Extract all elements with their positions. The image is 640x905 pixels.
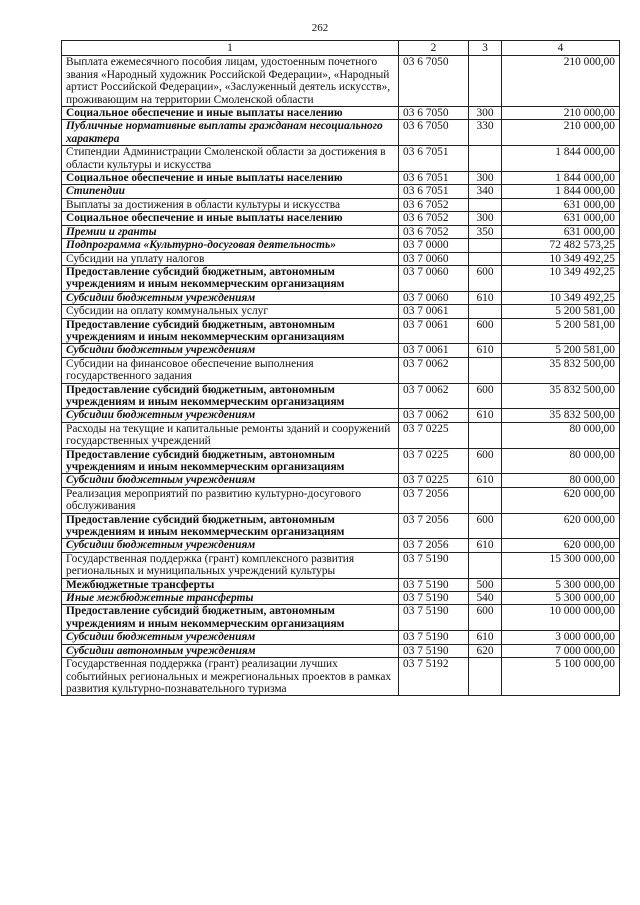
table-row bbox=[62, 318, 620, 344]
row-code-cell: 03 7 5190 bbox=[399, 552, 469, 578]
row-name-cell: Расходы на текущие и капитальные ремонты зданий и сооружений государственных учреждений bbox=[62, 422, 399, 448]
row-code-cell: 03 7 5190 bbox=[399, 631, 469, 644]
row-sum-cell: 631 000,00 bbox=[502, 198, 620, 211]
row-sum-cell: 5 300 000,00 bbox=[502, 592, 620, 605]
row-code-cell: 03 6 7052 bbox=[399, 212, 469, 225]
table-row bbox=[62, 383, 620, 409]
row-expense-type-cell: 600 bbox=[469, 605, 502, 631]
row-sum-cell: 210 000,00 bbox=[502, 56, 620, 107]
row-code-cell: 03 6 7050 bbox=[399, 107, 469, 120]
row-sum-cell: 5 200 581,00 bbox=[502, 305, 620, 318]
table-row bbox=[62, 344, 620, 357]
row-expense-type-cell bbox=[469, 658, 502, 696]
table-row bbox=[62, 212, 620, 225]
row-code-cell: 03 7 5190 bbox=[399, 578, 469, 591]
row-code-cell: 03 6 7050 bbox=[399, 120, 469, 146]
row-code-cell: 03 6 7051 bbox=[399, 172, 469, 185]
row-sum-cell: 210 000,00 bbox=[502, 107, 620, 120]
row-name-cell: Премии и гранты bbox=[62, 225, 399, 238]
row-name-cell: Субсидии бюджетным учреждениям bbox=[62, 631, 399, 644]
row-name-cell: Субсидии бюджетным учреждениям bbox=[62, 539, 399, 552]
row-code-cell: 03 7 5190 bbox=[399, 592, 469, 605]
table-row bbox=[62, 185, 620, 198]
row-expense-type-cell: 610 bbox=[469, 344, 502, 357]
table-row bbox=[62, 474, 620, 487]
table-row bbox=[62, 120, 620, 146]
row-expense-type-cell bbox=[469, 146, 502, 172]
row-sum-cell: 10 000 000,00 bbox=[502, 605, 620, 631]
row-expense-type-cell: 300 bbox=[469, 172, 502, 185]
row-expense-type-cell: 610 bbox=[469, 474, 502, 487]
row-name-cell: Реализация мероприятий по развитию культурно-досугового обслуживания bbox=[62, 487, 399, 513]
table-row bbox=[62, 56, 620, 107]
row-sum-cell: 3 000 000,00 bbox=[502, 631, 620, 644]
row-name-cell: Предоставление субсидий бюджетным, автономным учреждениям и иным некоммерческим организациям bbox=[62, 448, 399, 474]
row-expense-type-cell: 600 bbox=[469, 318, 502, 344]
table-row bbox=[62, 513, 620, 539]
row-name-cell: Стипендии bbox=[62, 185, 399, 198]
row-name-cell: Государственная поддержка (грант) комплексного развития региональных и муниципальных учреждений культуры bbox=[62, 552, 399, 578]
row-expense-type-cell: 600 bbox=[469, 265, 502, 291]
row-code-cell: 03 6 7051 bbox=[399, 185, 469, 198]
table-row bbox=[62, 107, 620, 120]
row-name-cell: Субсидии на уплату налогов bbox=[62, 252, 399, 265]
row-code-cell: 03 7 0225 bbox=[399, 448, 469, 474]
row-sum-cell: 35 832 500,00 bbox=[502, 383, 620, 409]
row-name-cell: Публичные нормативные выплаты гражданам несоциального характера bbox=[62, 120, 399, 146]
row-code-cell: 03 6 7052 bbox=[399, 225, 469, 238]
row-name-cell: Предоставление субсидий бюджетным, автономным учреждениям и иным некоммерческим организациям bbox=[62, 383, 399, 409]
row-sum-cell: 1 844 000,00 bbox=[502, 172, 620, 185]
table-row bbox=[62, 422, 620, 448]
row-expense-type-cell: 330 bbox=[469, 120, 502, 146]
row-sum-cell: 5 200 581,00 bbox=[502, 344, 620, 357]
row-expense-type-cell: 610 bbox=[469, 409, 502, 422]
row-name-cell: Предоставление субсидий бюджетным, автономным учреждениям и иным некоммерческим организациям bbox=[62, 605, 399, 631]
row-name-cell: Социальное обеспечение и иные выплаты населению bbox=[62, 212, 399, 225]
row-expense-type-cell: 600 bbox=[469, 383, 502, 409]
row-sum-cell: 620 000,00 bbox=[502, 539, 620, 552]
page-number: 262 bbox=[311, 22, 329, 34]
row-expense-type-cell bbox=[469, 305, 502, 318]
table-row bbox=[62, 644, 620, 657]
row-name-cell: Субсидии на финансовое обеспечение выполнения государственного задания bbox=[62, 357, 399, 383]
row-sum-cell: 10 349 492,25 bbox=[502, 265, 620, 291]
row-expense-type-cell: 300 bbox=[469, 212, 502, 225]
row-sum-cell: 7 000 000,00 bbox=[502, 644, 620, 657]
row-code-cell: 03 6 7052 bbox=[399, 198, 469, 211]
row-code-cell: 03 6 7051 bbox=[399, 146, 469, 172]
row-code-cell: 03 7 0060 bbox=[399, 265, 469, 291]
row-sum-cell: 72 482 573,25 bbox=[502, 239, 620, 252]
row-expense-type-cell bbox=[469, 487, 502, 513]
row-expense-type-cell: 340 bbox=[469, 185, 502, 198]
row-sum-cell: 80 000,00 bbox=[502, 448, 620, 474]
header-cell-code: 2 bbox=[399, 41, 469, 56]
row-name-cell: Субсидии бюджетным учреждениям bbox=[62, 344, 399, 357]
row-expense-type-cell bbox=[469, 56, 502, 107]
table-row bbox=[62, 578, 620, 591]
row-name-cell: Субсидии бюджетным учреждениям bbox=[62, 409, 399, 422]
row-code-cell: 03 7 0062 bbox=[399, 357, 469, 383]
table-row bbox=[62, 291, 620, 304]
table-row bbox=[62, 265, 620, 291]
row-name-cell: Социальное обеспечение и иные выплаты населению bbox=[62, 107, 399, 120]
table-row bbox=[62, 539, 620, 552]
row-sum-cell: 80 000,00 bbox=[502, 422, 620, 448]
row-sum-cell: 5 300 000,00 bbox=[502, 578, 620, 591]
row-sum-cell: 1 844 000,00 bbox=[502, 185, 620, 198]
table-row bbox=[62, 198, 620, 211]
table-row bbox=[62, 605, 620, 631]
row-code-cell: 03 7 2056 bbox=[399, 539, 469, 552]
table-row bbox=[62, 357, 620, 383]
row-name-cell: Государственная поддержка (грант) реализации лучших событийных региональных и межрегиональных проектов в рамках развития культурно-познавательного туризма bbox=[62, 658, 399, 696]
header-cell-name: 1 bbox=[62, 41, 399, 56]
row-expense-type-cell bbox=[469, 357, 502, 383]
table-row bbox=[62, 252, 620, 265]
row-code-cell: 03 7 0225 bbox=[399, 474, 469, 487]
row-code-cell: 03 7 0061 bbox=[399, 305, 469, 318]
header-cell-sum: 4 bbox=[502, 41, 620, 56]
table-row bbox=[62, 225, 620, 238]
table-row bbox=[62, 172, 620, 185]
row-sum-cell: 620 000,00 bbox=[502, 487, 620, 513]
row-sum-cell: 5 200 581,00 bbox=[502, 318, 620, 344]
row-expense-type-cell: 500 bbox=[469, 578, 502, 591]
row-sum-cell: 631 000,00 bbox=[502, 225, 620, 238]
row-sum-cell: 620 000,00 bbox=[502, 513, 620, 539]
row-code-cell: 03 7 0062 bbox=[399, 383, 469, 409]
row-sum-cell: 15 300 000,00 bbox=[502, 552, 620, 578]
table-row bbox=[62, 146, 620, 172]
row-code-cell: 03 7 0225 bbox=[399, 422, 469, 448]
header-row bbox=[62, 41, 620, 56]
row-name-cell: Иные межбюджетные трансферты bbox=[62, 592, 399, 605]
row-code-cell: 03 7 5192 bbox=[399, 658, 469, 696]
row-name-cell: Стипендии Администрации Смоленской области за достижения в области культуры и искусства bbox=[62, 146, 399, 172]
row-sum-cell: 631 000,00 bbox=[502, 212, 620, 225]
row-expense-type-cell: 620 bbox=[469, 644, 502, 657]
row-code-cell: 03 7 2056 bbox=[399, 513, 469, 539]
row-sum-cell: 10 349 492,25 bbox=[502, 291, 620, 304]
row-sum-cell: 10 349 492,25 bbox=[502, 252, 620, 265]
row-expense-type-cell bbox=[469, 252, 502, 265]
table-row bbox=[62, 658, 620, 696]
row-name-cell: Выплата ежемесячного пособия лицам, удостоенным почетного звания «Народный художник Российской Федерации», «Народный артист Российской Федерации», «Заслуженный деятель искусств», проживающим на территории Смоленской области bbox=[62, 56, 399, 107]
row-expense-type-cell: 610 bbox=[469, 539, 502, 552]
budget-table bbox=[61, 40, 620, 696]
row-sum-cell: 80 000,00 bbox=[502, 474, 620, 487]
row-code-cell: 03 7 0060 bbox=[399, 291, 469, 304]
row-code-cell: 03 7 0000 bbox=[399, 239, 469, 252]
row-code-cell: 03 7 5190 bbox=[399, 644, 469, 657]
row-expense-type-cell: 610 bbox=[469, 631, 502, 644]
table-row bbox=[62, 448, 620, 474]
row-code-cell: 03 7 5190 bbox=[399, 605, 469, 631]
row-name-cell: Субсидии автономным учреждениям bbox=[62, 644, 399, 657]
row-name-cell: Социальное обеспечение и иные выплаты населению bbox=[62, 172, 399, 185]
row-name-cell: Предоставление субсидий бюджетным, автономным учреждениям и иным некоммерческим организациям bbox=[62, 265, 399, 291]
row-expense-type-cell: 540 bbox=[469, 592, 502, 605]
row-expense-type-cell: 350 bbox=[469, 225, 502, 238]
row-sum-cell: 35 832 500,00 bbox=[502, 409, 620, 422]
row-expense-type-cell: 600 bbox=[469, 513, 502, 539]
row-expense-type-cell bbox=[469, 552, 502, 578]
row-expense-type-cell: 300 bbox=[469, 107, 502, 120]
row-expense-type-cell bbox=[469, 239, 502, 252]
table-row bbox=[62, 239, 620, 252]
table-row bbox=[62, 631, 620, 644]
row-code-cell: 03 7 0060 bbox=[399, 252, 469, 265]
table-row bbox=[62, 592, 620, 605]
row-sum-cell: 5 100 000,00 bbox=[502, 658, 620, 696]
row-name-cell: Межбюджетные трансферты bbox=[62, 578, 399, 591]
row-expense-type-cell bbox=[469, 422, 502, 448]
row-name-cell: Субсидии на оплату коммунальных услуг bbox=[62, 305, 399, 318]
table-body bbox=[62, 56, 620, 696]
row-name-cell: Подпрограмма «Культурно-досуговая деятельность» bbox=[62, 239, 399, 252]
table-row bbox=[62, 409, 620, 422]
row-name-cell: Выплаты за достижения в области культуры и искусства bbox=[62, 198, 399, 211]
row-name-cell: Предоставление субсидий бюджетным, автономным учреждениям и иным некоммерческим организациям bbox=[62, 318, 399, 344]
row-code-cell: 03 7 0061 bbox=[399, 344, 469, 357]
row-code-cell: 03 6 7050 bbox=[399, 56, 469, 107]
row-name-cell: Субсидии бюджетным учреждениям bbox=[62, 291, 399, 304]
row-sum-cell: 1 844 000,00 bbox=[502, 146, 620, 172]
row-code-cell: 03 7 0062 bbox=[399, 409, 469, 422]
row-name-cell: Субсидии бюджетным учреждениям bbox=[62, 474, 399, 487]
row-sum-cell: 210 000,00 bbox=[502, 120, 620, 146]
row-code-cell: 03 7 0061 bbox=[399, 318, 469, 344]
table-row bbox=[62, 305, 620, 318]
row-name-cell: Предоставление субсидий бюджетным, автономным учреждениям и иным некоммерческим организациям bbox=[62, 513, 399, 539]
row-code-cell: 03 7 2056 bbox=[399, 487, 469, 513]
table-row bbox=[62, 487, 620, 513]
row-expense-type-cell: 600 bbox=[469, 448, 502, 474]
row-sum-cell: 35 832 500,00 bbox=[502, 357, 620, 383]
table-row bbox=[62, 552, 620, 578]
row-expense-type-cell: 610 bbox=[469, 291, 502, 304]
row-expense-type-cell bbox=[469, 198, 502, 211]
header-cell-expense-type: 3 bbox=[469, 41, 502, 56]
